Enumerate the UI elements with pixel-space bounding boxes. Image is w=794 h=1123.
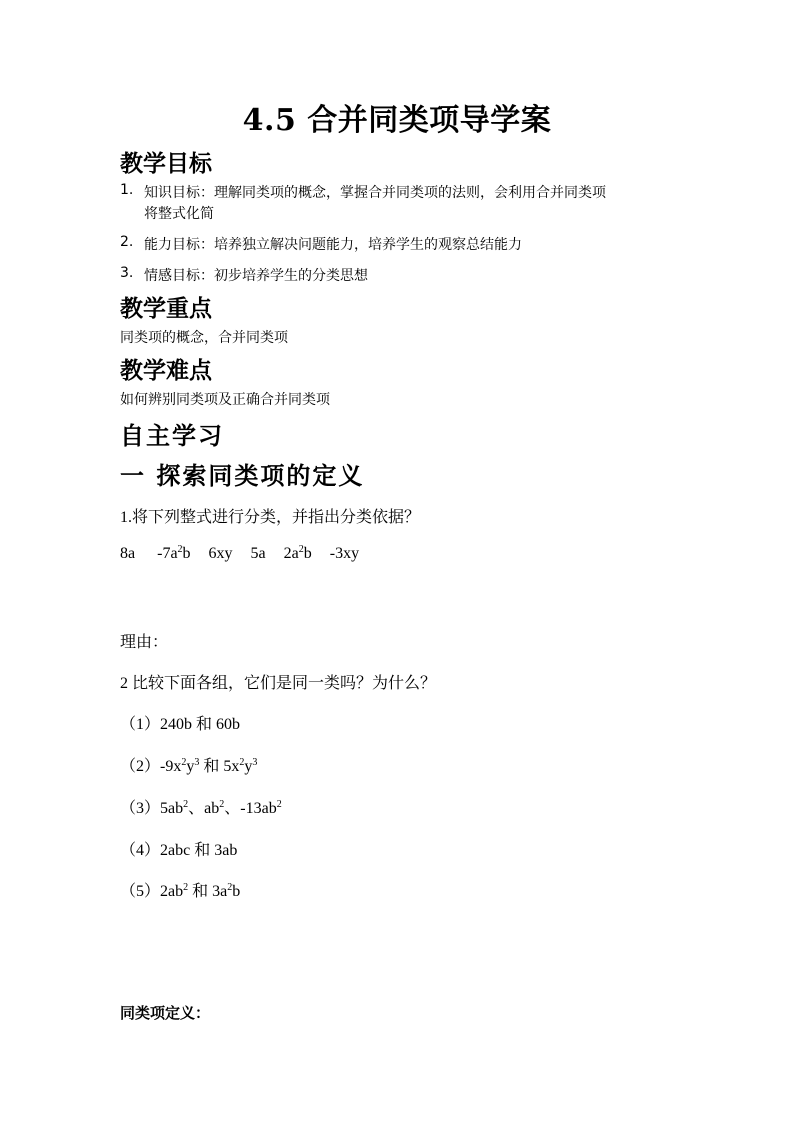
group-1: （1）240b 和 60b (120, 716, 241, 733)
goal-2-number: 2. (120, 234, 134, 250)
goals-heading: 教学目标 (120, 151, 212, 177)
group-4: （4）2abc 和 3ab (120, 842, 238, 859)
definition-label: 同类项定义： (120, 1004, 211, 1022)
term-1: 8a (120, 545, 136, 562)
goal-2-text: 能力目标：培养独立解决问题能力，培养学生的观察总结能力 (144, 237, 522, 253)
difficulties-text: 如何辨别同类项及正确合并同类项 (120, 392, 330, 408)
goal-1-text-cont: 将整式化简 (144, 206, 214, 222)
term-3: 6xy (208, 545, 233, 562)
group-5: $(5)2ab^2$ 和 $3a^2b$ (120, 882, 241, 900)
goal-3-number: 3. (120, 265, 134, 281)
goal-3-text: 情感目标：初步培养学生的分类思想 (144, 268, 368, 284)
reason-label: 理由： (120, 634, 169, 651)
goal-1-number: 1. (120, 182, 134, 198)
goal-1-text: 知识目标：理解同类项的概念，掌握合并同类项的法则，会利用合并同类项 (144, 185, 606, 201)
term-4: 5a (250, 545, 266, 562)
term-6: -3xy (329, 545, 360, 562)
section-1-heading: 一 探索同类项的定义 (120, 462, 365, 490)
key-points-heading: 教学重点 (120, 296, 212, 322)
group-2: $(2)-9x^2y^3$ 和 $5x^2y^3$ (120, 757, 258, 775)
question-2: 2 比较下面各组，它们是同一类吗？为什么？ (120, 675, 437, 692)
key-points-text: 同类项的概念，合并同类项 (120, 330, 288, 346)
question-1: 1.将下列整式进行分类，并指出分类依据？ (120, 509, 421, 526)
term-list (120, 545, 359, 563)
term-2: $-7a^2b$ (157, 544, 191, 562)
difficulties-heading: 教学难点 (120, 358, 212, 384)
page-title: 4.5 合并同类项导学案 (242, 103, 552, 138)
self-study-heading: 自主学习 (120, 422, 224, 450)
term-5: $2a^2b$ (283, 544, 312, 562)
group-3: $(3)5ab^2$、$ab^2$、$-13ab^2$ (120, 799, 282, 817)
